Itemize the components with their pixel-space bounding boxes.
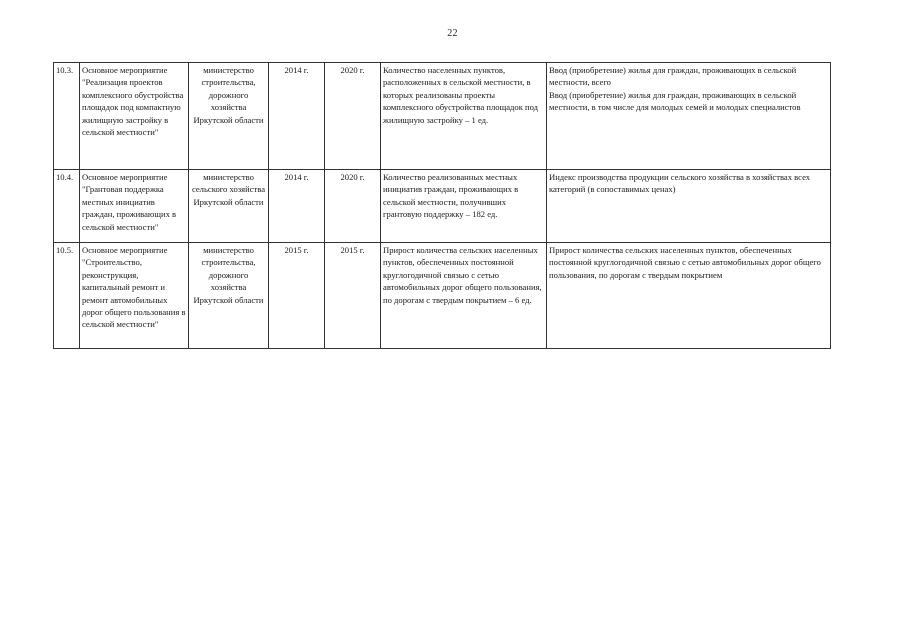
event-name-cell: Основное мероприятие "Грантовая поддержка местных инициатив граждан, проживающих в сельской местности" [80, 170, 189, 243]
table-row [54, 63, 831, 170]
result-cell: Ввод (приобретение) жилья для граждан, проживающих в сельской местности, всего Ввод (приобретение) жилья для граждан, проживающих в сельской местности, в том числе для молодых семей и молодых специалистов [547, 63, 831, 170]
end-year-cell: 2020 г. [325, 170, 381, 243]
ministry-cell: министерство строительства, дорожного хозяйства Иркутской области [189, 63, 269, 170]
indicator-cell: Прирост количества сельских населенных пунктов, обеспеченных постоянной круглогодичной связью с сетью автомобильных дорог общего пользования, по дорогам с твердым покрытием – 6 ед. [381, 243, 547, 349]
ministry-cell: министерство строительства, дорожного хозяйства Иркутской области [189, 243, 269, 349]
start-year-cell: 2014 г. [269, 170, 325, 243]
result-cell: Прирост количества сельских населенных пунктов, обеспеченных постоянной круглогодичной связью с сетью автомобильных дорог общего пользования, по дорогам с твердым покрытием [547, 243, 831, 349]
event-name-cell: Основное мероприятие "Реализация проектов комплексного обустройства площадок под компактную жилищную застройку в сельской местности" [80, 63, 189, 170]
page-number: 22 [447, 28, 458, 39]
indicator-cell: Количество реализованных местных инициатив граждан, проживающих в сельской местности, получивших грантовую поддержку – 182 ед. [381, 170, 547, 243]
event-name-cell: Основное мероприятие "Строительство, реконструкция, капитальный ремонт и ремонт автомобильных дорог общего пользования в сельской местности" [80, 243, 189, 349]
table-row [54, 243, 831, 349]
start-year-cell: 2015 г. [269, 243, 325, 349]
row-number-cell: 10.5. [54, 243, 80, 349]
table-row [54, 170, 831, 243]
result-cell: Индекс производства продукции сельского хозяйства в хозяйствах всех категорий (в сопоставимых ценах) [547, 170, 831, 243]
end-year-cell: 2015 г. [325, 243, 381, 349]
indicator-cell: Количество населенных пунктов, расположенных в сельской местности, в которых реализованы проекты комплексного обустройства площадок под жилищную застройку – 1 ед. [381, 63, 547, 170]
end-year-cell: 2020 г. [325, 63, 381, 170]
row-number-cell: 10.4. [54, 170, 80, 243]
start-year-cell: 2014 г. [269, 63, 325, 170]
program-table [53, 62, 831, 349]
row-number-cell: 10.3. [54, 63, 80, 170]
ministry-cell: министерство сельского хозяйства Иркутской области [189, 170, 269, 243]
